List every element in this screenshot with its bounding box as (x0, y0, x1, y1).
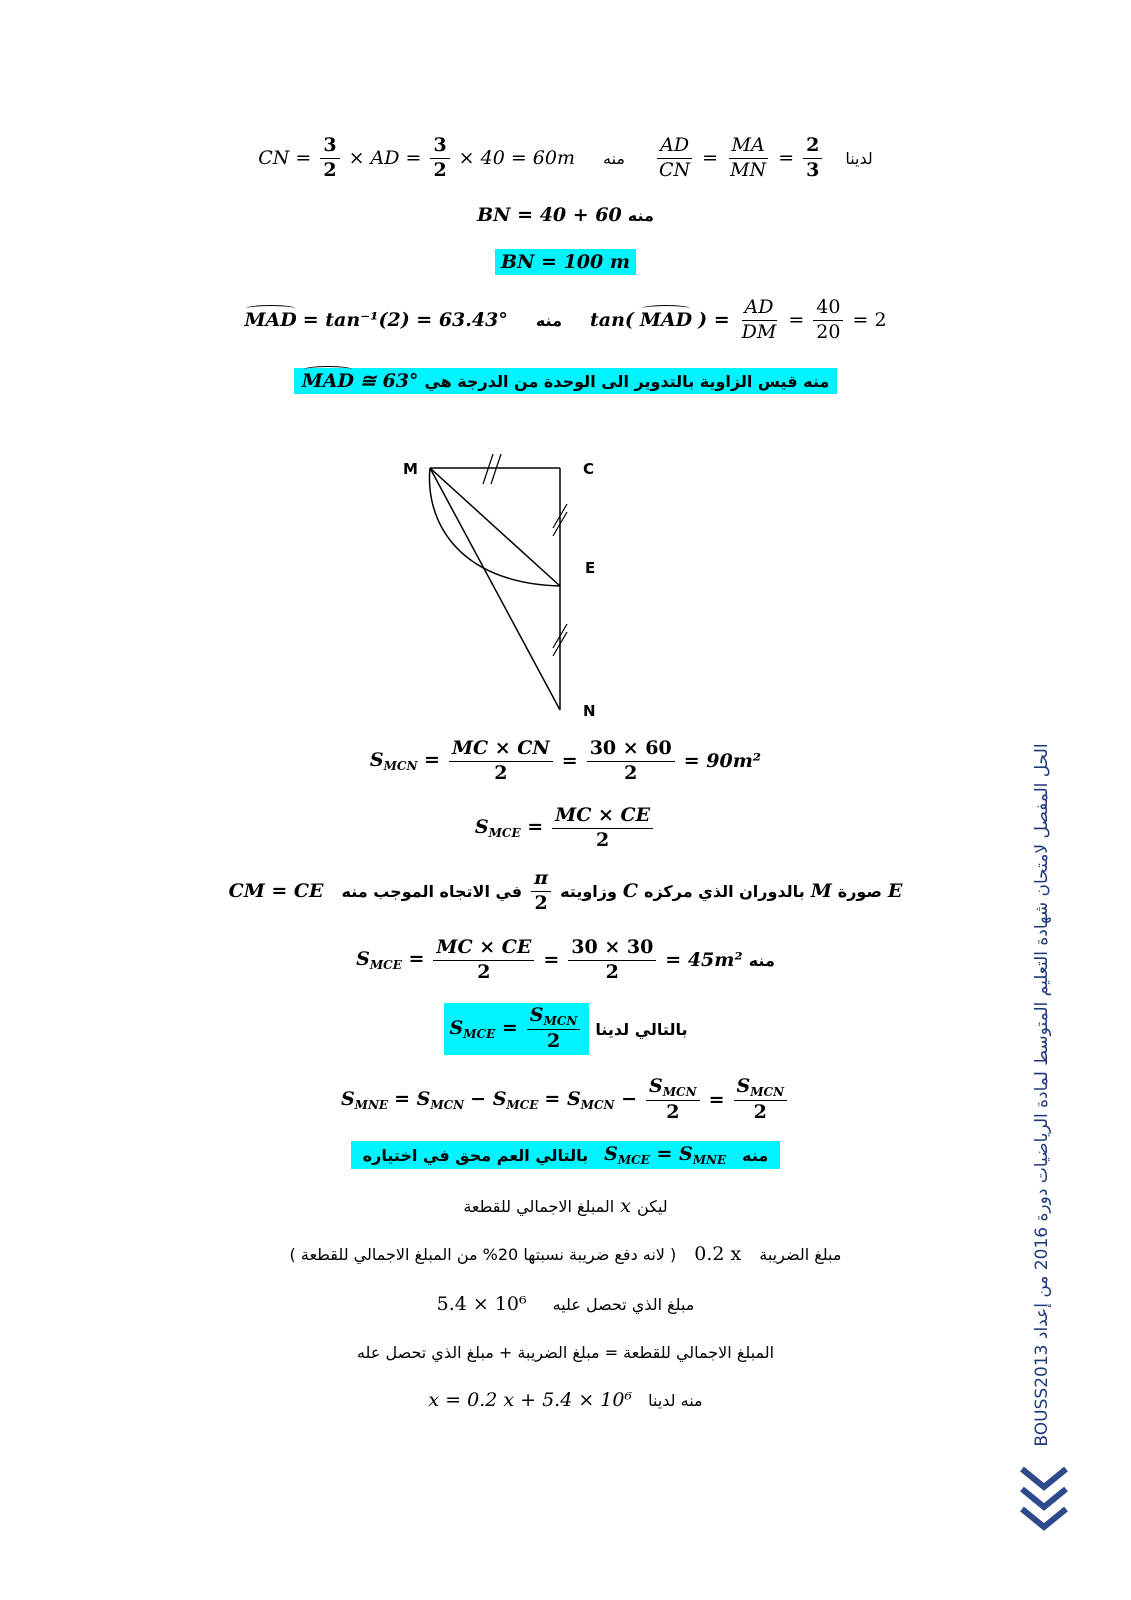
tick-mark (483, 454, 493, 484)
text-received: 5.4 × 10⁶ مبلغ الذي تحصل عليه (436, 1293, 695, 1315)
segment-me (430, 468, 560, 586)
fraction-40-20: $\frac{40}{20}$ (813, 297, 843, 344)
equation-tan-mad: MAD = tan⁻¹(2) = 63.43° منه tan( MAD ) = $\frac{AD}{DM}$ = $\frac{40}{20}$ = 2 (244, 295, 887, 343)
chevron-down-icon (1018, 1465, 1070, 1537)
text-let-x: المبلغ الاجمالي للقطعة x ليكن (463, 1195, 668, 1217)
text-total: المبلغ الاجمالي للقطعة = مبلغ الضريبة + مبلغ الذي تحصل عله (356, 1342, 775, 1362)
equation-s-mce-value: $S_{MCE}$ = $\frac{MC \times CE}{2}$ = $\frac{30 \times 30}{2}$ = 45m² منه (356, 935, 775, 983)
segment-mn (430, 468, 560, 710)
equation-s-mce: $S_{MCE}$ = $\frac{MC \times CE}{2}$ (0, 800, 1131, 856)
equation-s-mcn: $S_{MCN}$ = $\frac{MC \times CN}{2}$ = $\frac{30 \times 60}{2}$ = 90m² (369, 736, 762, 784)
equation-cn: CN = $\frac{3}{2}$ × AD = $\frac{3}{2}$ × 40 = 60m منه $\frac{AD}{CN}$ = $\frac{MA}{MN}$ = $\frac{2}{3}$ لدينا (258, 133, 873, 181)
label-n: N (583, 702, 596, 720)
fraction-ad-cn: $\frac{AD}{CN}$ (659, 133, 691, 181)
label-c: C (583, 460, 595, 478)
result-mad: MAD ≅ 63° منه قيس الزاوية بالتدوير الى الوحدة من الدرجة هي (0, 366, 1131, 396)
fraction-3-2: $\frac{3}{2}$ (320, 135, 339, 182)
triangle-figure (395, 448, 615, 723)
conclusion: بالتالي العم محق في اختياره $S_{MCE} = S_{MNE}$ منه (0, 1140, 1131, 1170)
text-tax: ( لانه دفع ضريبة نسبتها 20% من المبلغ الاجمالي للقطعة ) 0.2 x مبلغ الضريبة (289, 1243, 842, 1265)
tick-mark (491, 454, 501, 484)
rotation-statement: CM = CE في الاتجاه الموجب منه $\frac{\pi}{2}$ وزاويته C بالدوران الذي مركزه M صورة E (228, 866, 903, 914)
fraction-ma-mn: $\frac{MA}{MN}$ (730, 133, 767, 181)
label-e: E (585, 559, 596, 577)
relation-half: $S_{MCE}$ = $\frac{S_{MCN}}{2}$ بالتالي لدينا (0, 1003, 1131, 1055)
label-m: M (403, 460, 418, 478)
equation-x: x = 0.2 x + 5.4 × 10⁶ منه لدينا (428, 1389, 703, 1411)
angle-mad: MAD (244, 309, 297, 331)
fraction-ad-dm: $\frac{AD}{DM}$ (741, 295, 777, 343)
fraction-2-3: $\frac{2}{3}$ (803, 135, 822, 182)
fraction-3-2b: $\frac{3}{2}$ (430, 135, 449, 182)
equation-bn-sum: BN = 40 + 60 منه (477, 204, 654, 226)
sidebar-text: الحل المفصل لامتحان شهادة التعليم المتوسط لمادة الرياضيات دورة 2016 من إعداد BOUSS2013 (1032, 743, 1052, 1447)
result-bn: BN = 100 m (0, 247, 1131, 277)
sidebar-watermark (1012, 743, 1072, 1447)
math-cn: CN = (258, 147, 312, 169)
equation-s-mne: $S_{MNE}$ = $S_{MCN}$ − $S_{MCE}$ = $S_{MCN}$ − $\frac{S_{MCN}}{2}$ = $\frac{S_{MCN}}{2}$ (0, 1072, 1131, 1128)
